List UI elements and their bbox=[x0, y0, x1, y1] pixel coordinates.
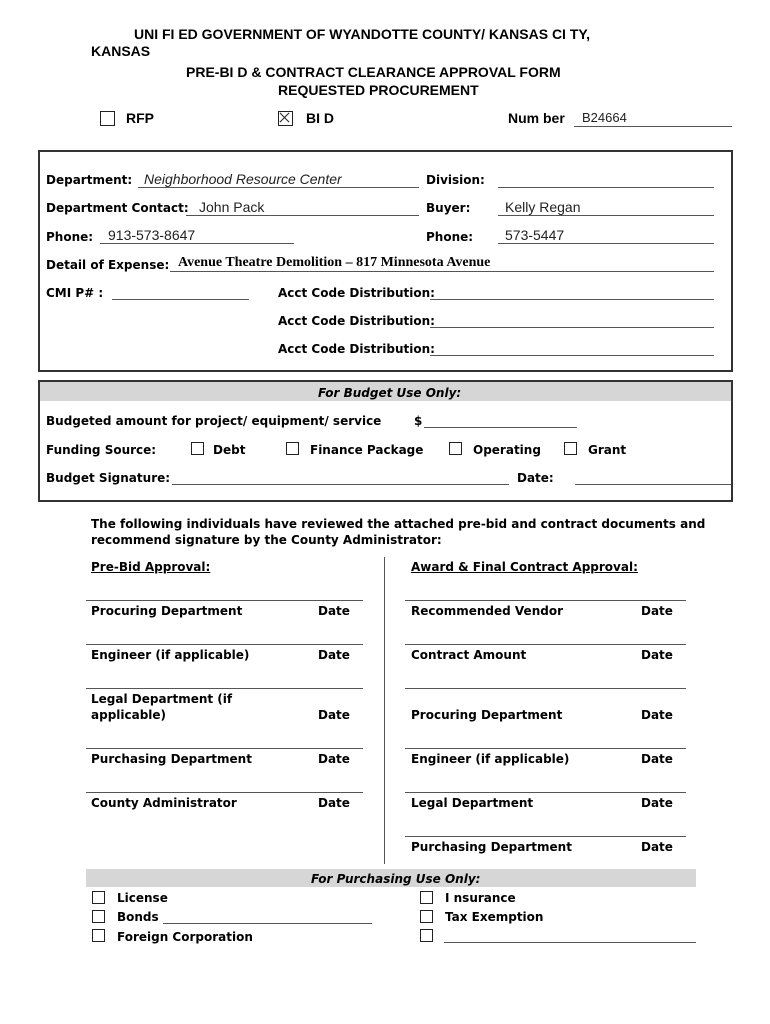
form-name: PRE-BI D & CONTRACT CLEARANCE APPROVAL FORM bbox=[186, 64, 561, 80]
detail-of-expense-label: Detail of Expense: bbox=[46, 258, 170, 272]
phone-underline bbox=[100, 243, 294, 244]
signature-line[interactable] bbox=[86, 688, 363, 689]
bonds-label: Bonds bbox=[117, 910, 159, 924]
bonds-checkbox[interactable] bbox=[92, 910, 105, 923]
approval-label-continued: applicable) bbox=[91, 708, 167, 722]
form-title-line1: UNI FI ED GOVERNMENT OF WYANDOTTE COUNTY/ KANSAS CI TY, bbox=[134, 26, 591, 42]
budget-header: For Budget Use Only: bbox=[318, 386, 462, 400]
dollar-sign: $ bbox=[414, 414, 423, 428]
detail-underline bbox=[170, 271, 714, 272]
license-label: License bbox=[117, 891, 168, 905]
budget-signature-label: Budget Signature: bbox=[46, 471, 171, 485]
date-label: Date bbox=[641, 648, 673, 662]
tax-exemption-checkbox[interactable] bbox=[420, 910, 433, 923]
operating-label: Operating bbox=[473, 443, 541, 457]
approval-label: Recommended Vendor bbox=[411, 604, 563, 618]
acct-code-field-3[interactable] bbox=[430, 355, 714, 356]
debt-checkbox[interactable] bbox=[191, 442, 204, 455]
approval-label: Engineer (if applicable) bbox=[411, 752, 570, 766]
approval-label: Purchasing Department bbox=[411, 840, 572, 854]
date-label: Date bbox=[318, 752, 350, 766]
budget-signature-field[interactable] bbox=[172, 484, 509, 485]
date-label: Date bbox=[318, 604, 350, 618]
signature-line[interactable] bbox=[405, 688, 686, 689]
date-label: Date bbox=[641, 796, 673, 810]
debt-label: Debt bbox=[213, 443, 246, 457]
buyer-phone-underline bbox=[498, 243, 714, 244]
acct-code-field-2[interactable] bbox=[430, 327, 714, 328]
number-underline bbox=[574, 126, 732, 127]
column-divider bbox=[384, 557, 385, 864]
buyer-value[interactable]: Kelly Regan bbox=[505, 199, 581, 215]
number-label: Num ber bbox=[508, 110, 565, 126]
bid-label: BI D bbox=[306, 110, 334, 126]
department-label: Department: bbox=[46, 173, 133, 187]
acct-code-field-1[interactable] bbox=[430, 299, 714, 300]
contact-underline bbox=[186, 215, 419, 216]
review-intro-line2: recommend signature by the County Administrator: bbox=[91, 533, 442, 547]
approval-label: Purchasing Department bbox=[91, 752, 252, 766]
approval-label: Legal Department (if bbox=[91, 692, 233, 706]
finance-package-checkbox[interactable] bbox=[286, 442, 299, 455]
prebid-approval-heading: Pre-Bid Approval: bbox=[91, 560, 211, 574]
award-approval-heading: Award & Final Contract Approval: bbox=[411, 560, 638, 574]
signature-line[interactable] bbox=[86, 792, 363, 793]
other-field[interactable] bbox=[444, 942, 696, 943]
buyer-underline bbox=[498, 215, 714, 216]
funding-source-label: Funding Source: bbox=[46, 443, 157, 457]
buyer-phone-label: Phone: bbox=[426, 230, 474, 244]
signature-line[interactable] bbox=[405, 792, 686, 793]
date-label: Date bbox=[318, 796, 350, 810]
date-label: Date bbox=[641, 752, 673, 766]
detail-of-expense-value[interactable]: Avenue Theatre Demolition – 817 Minnesota Avenue bbox=[178, 255, 491, 270]
number-value[interactable]: B24664 bbox=[582, 110, 627, 125]
rfp-checkbox[interactable] bbox=[100, 111, 115, 126]
department-underline bbox=[138, 187, 419, 188]
department-contact-value[interactable]: John Pack bbox=[199, 199, 265, 215]
budget-date-field[interactable] bbox=[575, 484, 731, 485]
signature-line[interactable] bbox=[405, 748, 686, 749]
foreign-corporation-label: Foreign Corporation bbox=[117, 930, 253, 944]
cmip-field[interactable] bbox=[112, 299, 249, 300]
license-checkbox[interactable] bbox=[92, 891, 105, 904]
department-contact-label: Department Contact: bbox=[46, 201, 189, 215]
signature-line[interactable] bbox=[86, 644, 363, 645]
date-label: Date bbox=[641, 840, 673, 854]
budgeted-amount-label: Budgeted amount for project/ equipment/ service bbox=[46, 414, 382, 428]
cmip-label: CMI P# : bbox=[46, 286, 104, 300]
foreign-corporation-checkbox[interactable] bbox=[92, 929, 105, 942]
signature-line[interactable] bbox=[405, 836, 686, 837]
tax-exemption-label: Tax Exemption bbox=[445, 910, 544, 924]
approval-label: Procuring Department bbox=[91, 604, 243, 618]
other-checkbox[interactable] bbox=[420, 929, 433, 942]
approval-label: Engineer (if applicable) bbox=[91, 648, 250, 662]
purchasing-header: For Purchasing Use Only: bbox=[311, 872, 481, 886]
acct-code-label-3: Acct Code Distribution: bbox=[278, 342, 435, 356]
budgeted-amount-field[interactable] bbox=[424, 427, 577, 428]
division-label: Division: bbox=[426, 173, 485, 187]
approval-label: County Administrator bbox=[91, 796, 237, 810]
date-label: Date bbox=[641, 604, 673, 618]
date-label: Date bbox=[318, 648, 350, 662]
grant-label: Grant bbox=[588, 443, 627, 457]
acct-code-label-1: Acct Code Distribution: bbox=[278, 286, 435, 300]
approval-label: Legal Department bbox=[411, 796, 534, 810]
insurance-label: I nsurance bbox=[445, 891, 516, 905]
buyer-phone-value[interactable]: 573-5447 bbox=[505, 227, 565, 243]
signature-line[interactable] bbox=[405, 644, 686, 645]
phone-value[interactable]: 913-573-8647 bbox=[108, 227, 196, 243]
date-label: Date bbox=[318, 708, 350, 722]
signature-line[interactable] bbox=[405, 600, 686, 601]
finance-package-label: Finance Package bbox=[310, 443, 424, 457]
operating-checkbox[interactable] bbox=[449, 442, 462, 455]
rfp-label: RFP bbox=[126, 110, 154, 126]
phone-label: Phone: bbox=[46, 230, 94, 244]
division-field[interactable] bbox=[498, 187, 714, 188]
insurance-checkbox[interactable] bbox=[420, 891, 433, 904]
signature-line[interactable] bbox=[86, 748, 363, 749]
bonds-field[interactable] bbox=[163, 923, 372, 924]
form-title-line2: KANSAS bbox=[91, 43, 151, 59]
buyer-label: Buyer: bbox=[426, 201, 471, 215]
form-subtitle: REQUESTED PROCUREMENT bbox=[278, 82, 479, 98]
bid-checkbox[interactable] bbox=[278, 111, 293, 126]
grant-checkbox[interactable] bbox=[564, 442, 577, 455]
approval-label: Procuring Department bbox=[411, 708, 563, 722]
signature-line[interactable] bbox=[86, 600, 363, 601]
department-value[interactable]: Neighborhood Resource Center bbox=[144, 171, 342, 187]
date-label: Date bbox=[641, 708, 673, 722]
acct-code-label-2: Acct Code Distribution: bbox=[278, 314, 435, 328]
approval-label: Contract Amount bbox=[411, 648, 527, 662]
budget-date-label: Date: bbox=[517, 471, 554, 485]
review-intro-line1: The following individuals have reviewed the attached pre-bid and contract documents and bbox=[91, 517, 706, 531]
